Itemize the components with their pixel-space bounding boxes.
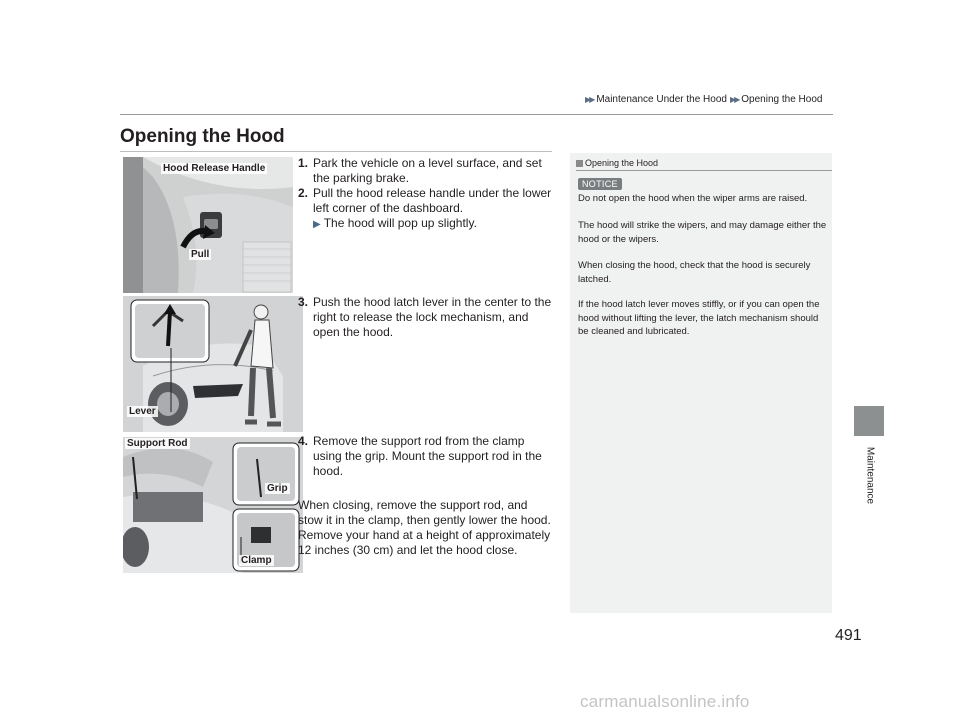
hood-release-figure [123,157,293,293]
breadcrumb-item-opening-hood[interactable]: Opening the Hood [741,94,823,105]
hood-release-illustration [123,157,293,293]
step-3-text: Push the hood latch lever in the center to the right to release the lock mechanism, and open the hood. [313,295,552,339]
header-divider [120,114,833,115]
title-divider [120,151,552,152]
step-3 [298,295,553,340]
closing-instructions: When closing, remove the support rod, and stow it in the clamp, then gently lower the hood. Remove your hand at a height of approximately 12 inches (30 cm) and let the hood close. [298,498,551,557]
step-1 [298,156,553,186]
step-4-number: 4. [298,434,309,448]
step-2-number: 2. [298,186,309,200]
side-note-para-1: Do not open the hood when the wiper arms are raised. [578,193,808,204]
breadcrumb [582,94,822,105]
callout-grip: Grip [267,483,288,494]
step-4-text: Remove the support rod from the clamp using the grip. Mount the support rod in the hood. [313,434,542,478]
support-rod-illustration [123,437,303,573]
support-rod-figure [123,437,303,573]
hood-latch-figure [123,296,303,432]
side-note-heading-text: Opening the Hood [585,158,659,168]
step-1-text: Park the vehicle on a level surface, and set the parking brake. [313,156,542,185]
side-note-divider [576,170,832,171]
step-2-text: Pull the hood release handle under the lower left corner of the dashboard. [313,186,552,215]
breadcrumb-item-maintenance[interactable]: Maintenance Under the Hood [596,94,727,105]
breadcrumb-arrow-icon: ▶▶ [585,95,594,104]
step-1-number: 1. [298,156,309,170]
step-3-number: 3. [298,295,309,309]
side-note-para-4: If the hood latch lever moves stiffly, or if you can open the hood without lifting the lever, the latch mechanism should be cleaned and lubricated. [578,299,820,337]
page-number: 491 [835,627,862,644]
callout-pull: Pull [191,249,210,260]
side-note-para-2: The hood will strike the wipers, and may damage either the hood or the wipers. [578,220,827,245]
step-2-result [313,216,553,232]
watermark: carmanualsonline.info [580,692,750,711]
section-tab-label: Maintenance [864,446,876,505]
callout-lever: Lever [129,406,156,417]
step-2 [298,186,553,232]
side-note-heading [576,158,658,168]
notice-badge: NOTICE [578,178,622,190]
section-tab-marker[interactable] [854,406,884,436]
callout-support-rod: Support Rod [127,438,188,449]
breadcrumb-arrow-icon: ▶▶ [729,95,739,104]
side-note-para-3: When closing the hood, check that the hood is securely latched. [578,260,811,285]
step-2-result-text: The hood will pop up slightly. [323,216,477,230]
side-note-panel [570,153,832,613]
callout-clamp: Clamp [241,555,272,566]
page-title: Opening the Hood [120,126,285,147]
step-4 [298,434,553,479]
callout-hood-release-handle: Hood Release Handle [163,163,266,174]
result-arrow-icon: ▶ [313,219,321,230]
note-marker-icon [576,160,583,167]
